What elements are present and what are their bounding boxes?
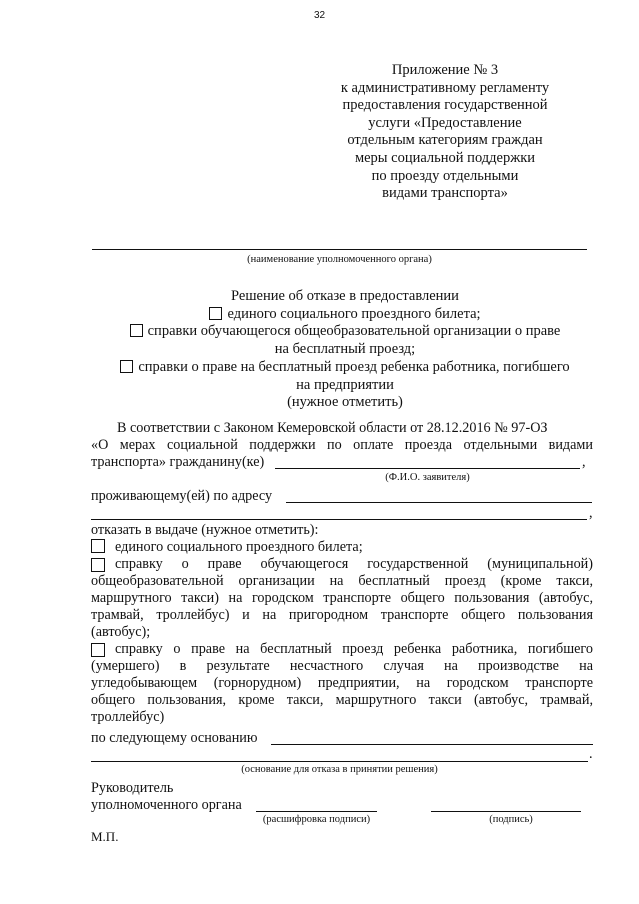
appendix-line: услуги «Предоставление [368, 114, 522, 131]
authority-caption: (наименование уполномоченного органа) [247, 254, 432, 265]
authority-fill-line[interactable] [92, 249, 587, 250]
decision-option-2-cont: на бесплатный проезд; [274, 341, 416, 358]
option-student: справку о праве обучающегося государственной (муниципальной) общеобразовательной организации на бесплатный проезд (кроме такси, маршрутного такси) на городском транспорте общего пользования (автобус, трамвай, троллейбус) и на пригородном транспорте общего пользования (автобус); [91, 556, 593, 640]
address-fill-line-2[interactable] [91, 519, 587, 520]
decode-caption: (расшифровка подписи) [262, 814, 371, 825]
body-p1-line2: «О мерах социальной поддержки по оплате проезда отдельными видами [91, 437, 593, 453]
decode-fill-line[interactable] [256, 811, 377, 812]
appendix-line: предоставления государственной [342, 97, 548, 114]
signature-fill-line[interactable] [431, 811, 581, 812]
appendix-line: меры социальной поддержки [354, 149, 536, 166]
fio-caption: (Ф.И.О. заявителя) [385, 472, 470, 483]
checkbox[interactable] [91, 539, 105, 553]
option-child: справку о праве на бесплатный проезд ребенка работника, погибшего (умершего) в результате несчастного случая на производстве на угледобывающем (горнорудном) предприятии, на городском транспорте общего пользования, кроме такси, маршрутного такси (автобус, трамвай, троллейбус) [91, 641, 593, 725]
decision-option-2: справки обучающегося общеобразовательной организации о праве [90, 323, 600, 341]
head-title: Руководитель [91, 780, 174, 796]
fio-fill-line[interactable] [275, 468, 580, 469]
address-label: проживающему(ей) по адресу [91, 488, 273, 504]
appendix-line: видами транспорта» [382, 185, 508, 202]
body-p1-line3: транспорта» гражданину(ке) [91, 454, 265, 470]
address-fill-line-1[interactable] [286, 502, 592, 503]
head-title-2: уполномоченного органа [91, 797, 242, 813]
appendix-line: отдельным категориям граждан [347, 132, 543, 149]
body-p1-line1: В соответствии с Законом Кемеровской области от 28.12.2016 № 97-ОЗ [117, 420, 548, 436]
checkbox[interactable] [120, 360, 133, 373]
decision-title [90, 288, 600, 412]
decision-option-3-cont: на предприятии [296, 376, 394, 393]
appendix-header [330, 62, 560, 203]
basis-caption: (основание для отказа в принятии решения) [241, 764, 438, 775]
decision-note: (нужное отметить) [287, 394, 403, 411]
body-p1 [91, 437, 593, 454]
checkbox[interactable] [209, 307, 222, 320]
basis-fill-line-1[interactable] [271, 744, 593, 745]
page-number: 32 [313, 10, 326, 21]
checkbox[interactable] [91, 558, 105, 572]
refuse-label: отказать в выдаче (нужное отметить): [91, 522, 319, 538]
option-single-ticket: единого социального проездного билета; [91, 539, 363, 556]
decision-line: Решение об отказе в предоставлении [231, 288, 459, 304]
signature-caption: (подпись) [489, 814, 533, 825]
checkbox[interactable] [91, 643, 105, 657]
appendix-line: Приложение № 3 [391, 62, 499, 78]
appendix-line: к административному регламенту [340, 79, 550, 96]
appendix-line: по проезду отдельными [371, 167, 519, 184]
decision-option-3: справки о праве на бесплатный проезд ребенка работника, погибшего [90, 359, 600, 377]
checkbox[interactable] [130, 324, 143, 337]
stamp-label: М.П. [91, 829, 119, 844]
basis-fill-line-2[interactable] [91, 761, 588, 762]
basis-label: по следующему основанию [91, 730, 258, 746]
decision-option-1: единого социального проездного билета; [90, 306, 600, 324]
